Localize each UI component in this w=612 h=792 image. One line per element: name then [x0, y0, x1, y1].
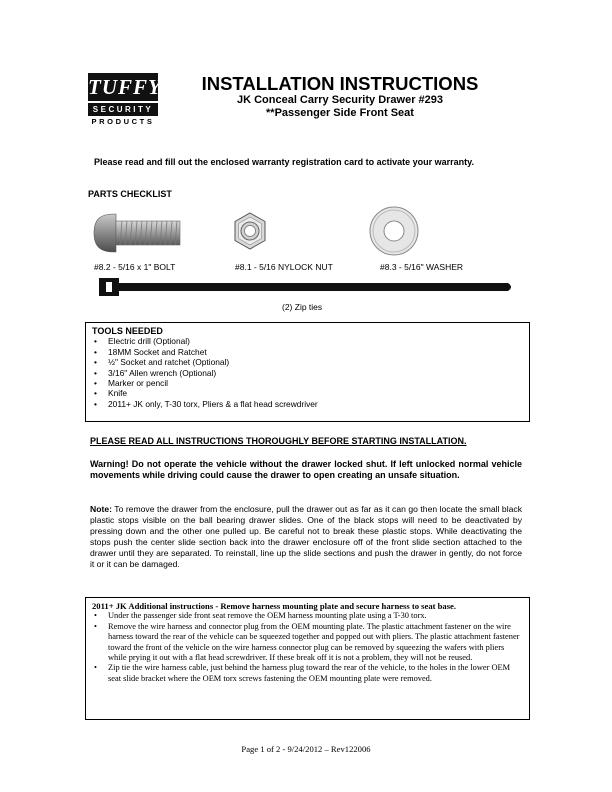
page-subtitle: JK Conceal Carry Security Drawer #293	[236, 94, 444, 106]
tools-needed-box	[85, 322, 530, 422]
bolt-label: #8.2 - 5/16 x 1" BOLT	[94, 262, 176, 272]
list-item: • Remove the wire harness and connector plug from the OEM mounting plate. The plastic attachment fastener on the wire harness toward the rear of the vehicle can be squeezed together and popped out with pliers. The plastic attachment fastener toward the front of the vehicle on the wire harness connector plug can be removed by squeezing the wafers with pliers while prying it out with a flat head screwdriver. If these break off it is not a problem, they will not be reused.	[92, 622, 523, 664]
note-label: Note:	[90, 504, 112, 514]
list-item: • Marker or pencil	[92, 378, 523, 388]
note-text: To remove the drawer from the enclosure, pull the drawer out as far as it can go then locate the small black plastic stops visible on the ball bearing drawer slides. One of the black stops will need to be deactivated by pressing down and the other one pulled up. Be careful not to break these plastic stops. While deactivating the stops push the center slide section back into the drawer enclosure off of the front slide section attached to the drawer until they are separated. To reinstall, line up the slide sections and push the drawer in gently, do not force it or it can be damaged.	[90, 504, 522, 570]
washer-icon	[368, 205, 420, 257]
jk-heading: 2011+ JK Additional instructions - Remove harness mounting plate and secure harness to seat base.	[92, 601, 457, 611]
page-footer: Page 1 of 2 - 9/24/2012 – Rev122006	[241, 744, 371, 754]
list-item: • Zip tie the wire harness cable, just behind the harness plug toward the rear of the vehicle, to the holes in the lower OEM seat slide bracket where the OEM torx screws fastening the OEM mounting plate were removed.	[92, 663, 523, 684]
logo-security: SECURITY	[88, 103, 158, 116]
jk-instructions-box	[85, 597, 530, 720]
tuffy-logo	[88, 73, 162, 133]
nut-label: #8.1 - 5/16 NYLOCK NUT	[235, 262, 333, 272]
list-item: • Knife	[92, 388, 523, 398]
note-paragraph	[90, 504, 522, 571]
parts-checklist-heading: PARTS CHECKLIST	[88, 189, 172, 199]
washer-label: #8.3 - 5/16" WASHER	[380, 262, 464, 272]
bolt-icon	[92, 212, 184, 254]
list-item: • Under the passenger side front seat remove the OEM harness mounting plate using a T-30 torx.	[92, 611, 523, 621]
list-item: • Electric drill (Optional)	[92, 336, 523, 346]
logo-brand: TUFFY	[88, 75, 162, 99]
read-all-instructions: PLEASE READ ALL INSTRUCTIONS THOROUGHLY BEFORE STARTING INSTALLATION.	[90, 436, 467, 446]
nut-icon	[232, 211, 268, 251]
tools-heading: TOOLS NEEDED	[92, 326, 163, 336]
warranty-notice: Please read and fill out the enclosed warranty registration card to activate your warranty.	[94, 157, 474, 167]
zip-tie-icon	[98, 276, 516, 298]
tools-list	[92, 336, 523, 409]
list-item: • 3/16" Allen wrench (Optional)	[92, 368, 523, 378]
warning-paragraph: Warning! Do not operate the vehicle without the drawer locked shut. If left unlocked normal vehicle movements while driving could cause the drawer to open creating an unsafe situation.	[90, 459, 522, 480]
list-item: • ½" Socket and ratchet (Optional)	[92, 357, 523, 367]
page-subtitle-seat: **Passenger Side Front Seat	[266, 107, 414, 119]
list-item: • 18MM Socket and Ratchet	[92, 347, 523, 357]
logo-products: PRODUCTS	[91, 117, 155, 126]
jk-list	[92, 611, 523, 684]
list-item: • 2011+ JK only, T-30 torx, Pliers & a flat head screwdriver	[92, 399, 523, 409]
page-title: INSTALLATION INSTRUCTIONS	[201, 73, 479, 94]
zip-ties-label: (2) Zip ties	[282, 302, 323, 312]
